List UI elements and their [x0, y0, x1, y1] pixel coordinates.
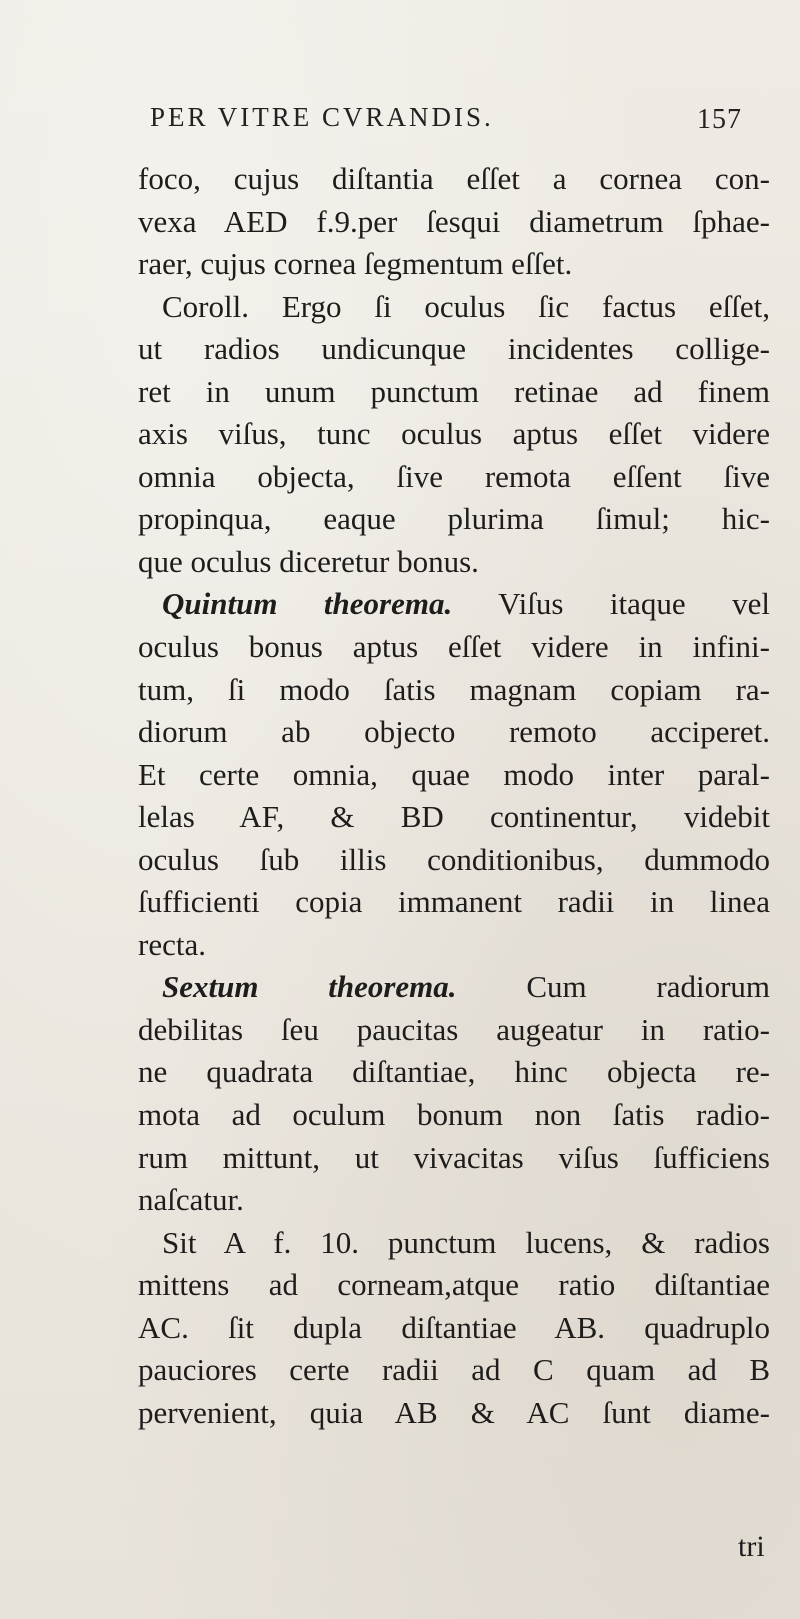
text-line: vexa AED f.9.per ſesqui diametrum ſphae-	[138, 203, 770, 239]
catchword: tri	[738, 1530, 765, 1563]
text-line: mittens ad corneam,atque ratio diſtantiae	[138, 1267, 770, 1303]
text-line: ret in unum punctum retinae ad finem	[138, 373, 770, 409]
text-line: foco, cujus diſtantia eſſet a cornea con-	[138, 161, 770, 196]
text-line: pauciores certe radii ad C quam ad B	[138, 1352, 770, 1388]
text-line: raer, cujus cornea ſegmentum eſſet.	[138, 246, 573, 282]
text-body	[138, 158, 770, 1434]
text-line: que oculus diceretur bonus.	[138, 543, 479, 579]
paragraph-heading: Quintum theorema.	[162, 586, 453, 622]
text-line: ut radios undicunque incidentes collige-	[138, 331, 770, 367]
running-head	[150, 102, 750, 142]
text-line: Sextum theorema. Cum radiorum	[162, 969, 771, 1005]
text-line: axis viſus, tunc oculus aptus eſſet videre	[138, 416, 770, 452]
paragraph-heading: Sextum theorema.	[162, 969, 457, 1005]
text-line: tum, ſi modo ſatis magnam copiam ra-	[138, 671, 770, 707]
text-line: Sit A f. 10. punctum lucens, & radios	[162, 1224, 770, 1260]
running-head-title: PER VITRE CVRANDIS.	[150, 102, 494, 132]
text-line: ne quadrata diſtantiae, hinc objecta re-	[138, 1054, 770, 1090]
text-line: Coroll. Ergo ſi oculus ſic factus eſſet,	[162, 288, 770, 324]
text-line: omnia objecta, ſive remota eſſent ſive	[138, 458, 770, 494]
text-line: propinqua, eaque plurima ſimul; hic-	[138, 501, 770, 537]
text-line: oculus bonus aptus eſſet videre in infini-	[138, 629, 770, 665]
text-line: Et certe omnia, quae modo inter paral-	[138, 756, 770, 792]
text-line: lelas AF, & BD continentur, videbit	[138, 799, 770, 835]
text-line: AC. ſit dupla diſtantiae AB. quadruplo	[138, 1309, 770, 1345]
text-line: pervenient, quia AB & AC ſunt diame-	[138, 1394, 770, 1430]
text-line: rum mittunt, ut vivacitas viſus ſufficiens	[138, 1139, 770, 1175]
text-line: naſcatur.	[138, 1182, 244, 1218]
text-line: recta.	[138, 926, 206, 962]
text-line: ſufficienti copia immanent radii in linea	[138, 884, 770, 920]
text-line: diorum ab objecto remoto acciperet.	[138, 714, 770, 750]
page-number: 157	[697, 104, 742, 135]
text-line: oculus ſub illis conditionibus, dummodo	[138, 841, 770, 877]
text-line: Quintum theorema. Viſus itaque vel	[162, 586, 770, 622]
text-line: debilitas ſeu paucitas augeatur in ratio-	[138, 1011, 770, 1047]
text-line: mota ad oculum bonum non ſatis radio-	[138, 1097, 770, 1133]
